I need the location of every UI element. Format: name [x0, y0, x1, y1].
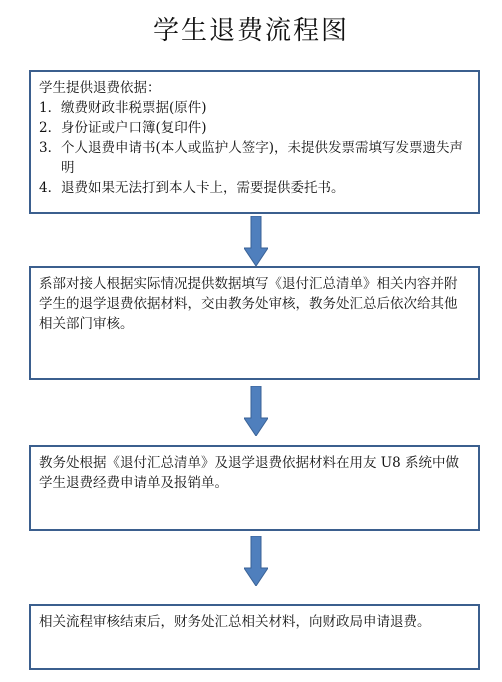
down-arrow-icon [244, 386, 268, 436]
step-1-box [29, 70, 480, 214]
list-item [39, 138, 470, 178]
down-arrow-icon [244, 536, 268, 586]
step-3-text: 教务处根据《退付汇总清单》及退学退费依据材料在用友 U8 系统中做学生退费经费申请单及报销单。 [39, 455, 460, 491]
item-number: 3． [39, 140, 62, 156]
list-item [39, 98, 470, 118]
down-arrow-icon [244, 216, 268, 266]
step-4-box [29, 604, 480, 670]
step-1-heading: 学生提供退费依据： [39, 80, 161, 96]
item-number: 2． [39, 120, 62, 136]
item-number: 4． [39, 180, 62, 196]
step-2-box [29, 266, 480, 380]
item-text: 个人退费申请书(本人或监护人签字)，未提供发票需填写发票遗失声明 [61, 140, 464, 176]
page-title: 学生退费流程图 [152, 16, 349, 46]
item-text: 退费如果无法打到本人卡上，需要提供委托书。 [61, 180, 345, 196]
item-text: 缴费财政非税票据(原件) [61, 100, 207, 116]
list-item [39, 178, 470, 198]
list-item [39, 118, 470, 138]
step-3-box [29, 445, 480, 531]
step-2-text: 系部对接人根据实际情况提供数据填写《退付汇总清单》相关内容并附学生的退学退费依据材料，交由教务处审核，教务处汇总后依次给其他相关部门审核。 [39, 276, 458, 332]
step-4-text: 相关流程审核结束后，财务处汇总相关材料，向财政局申请退费。 [39, 614, 431, 630]
item-number: 1． [39, 100, 62, 116]
item-text: 身份证或户口簿(复印件) [61, 120, 207, 136]
